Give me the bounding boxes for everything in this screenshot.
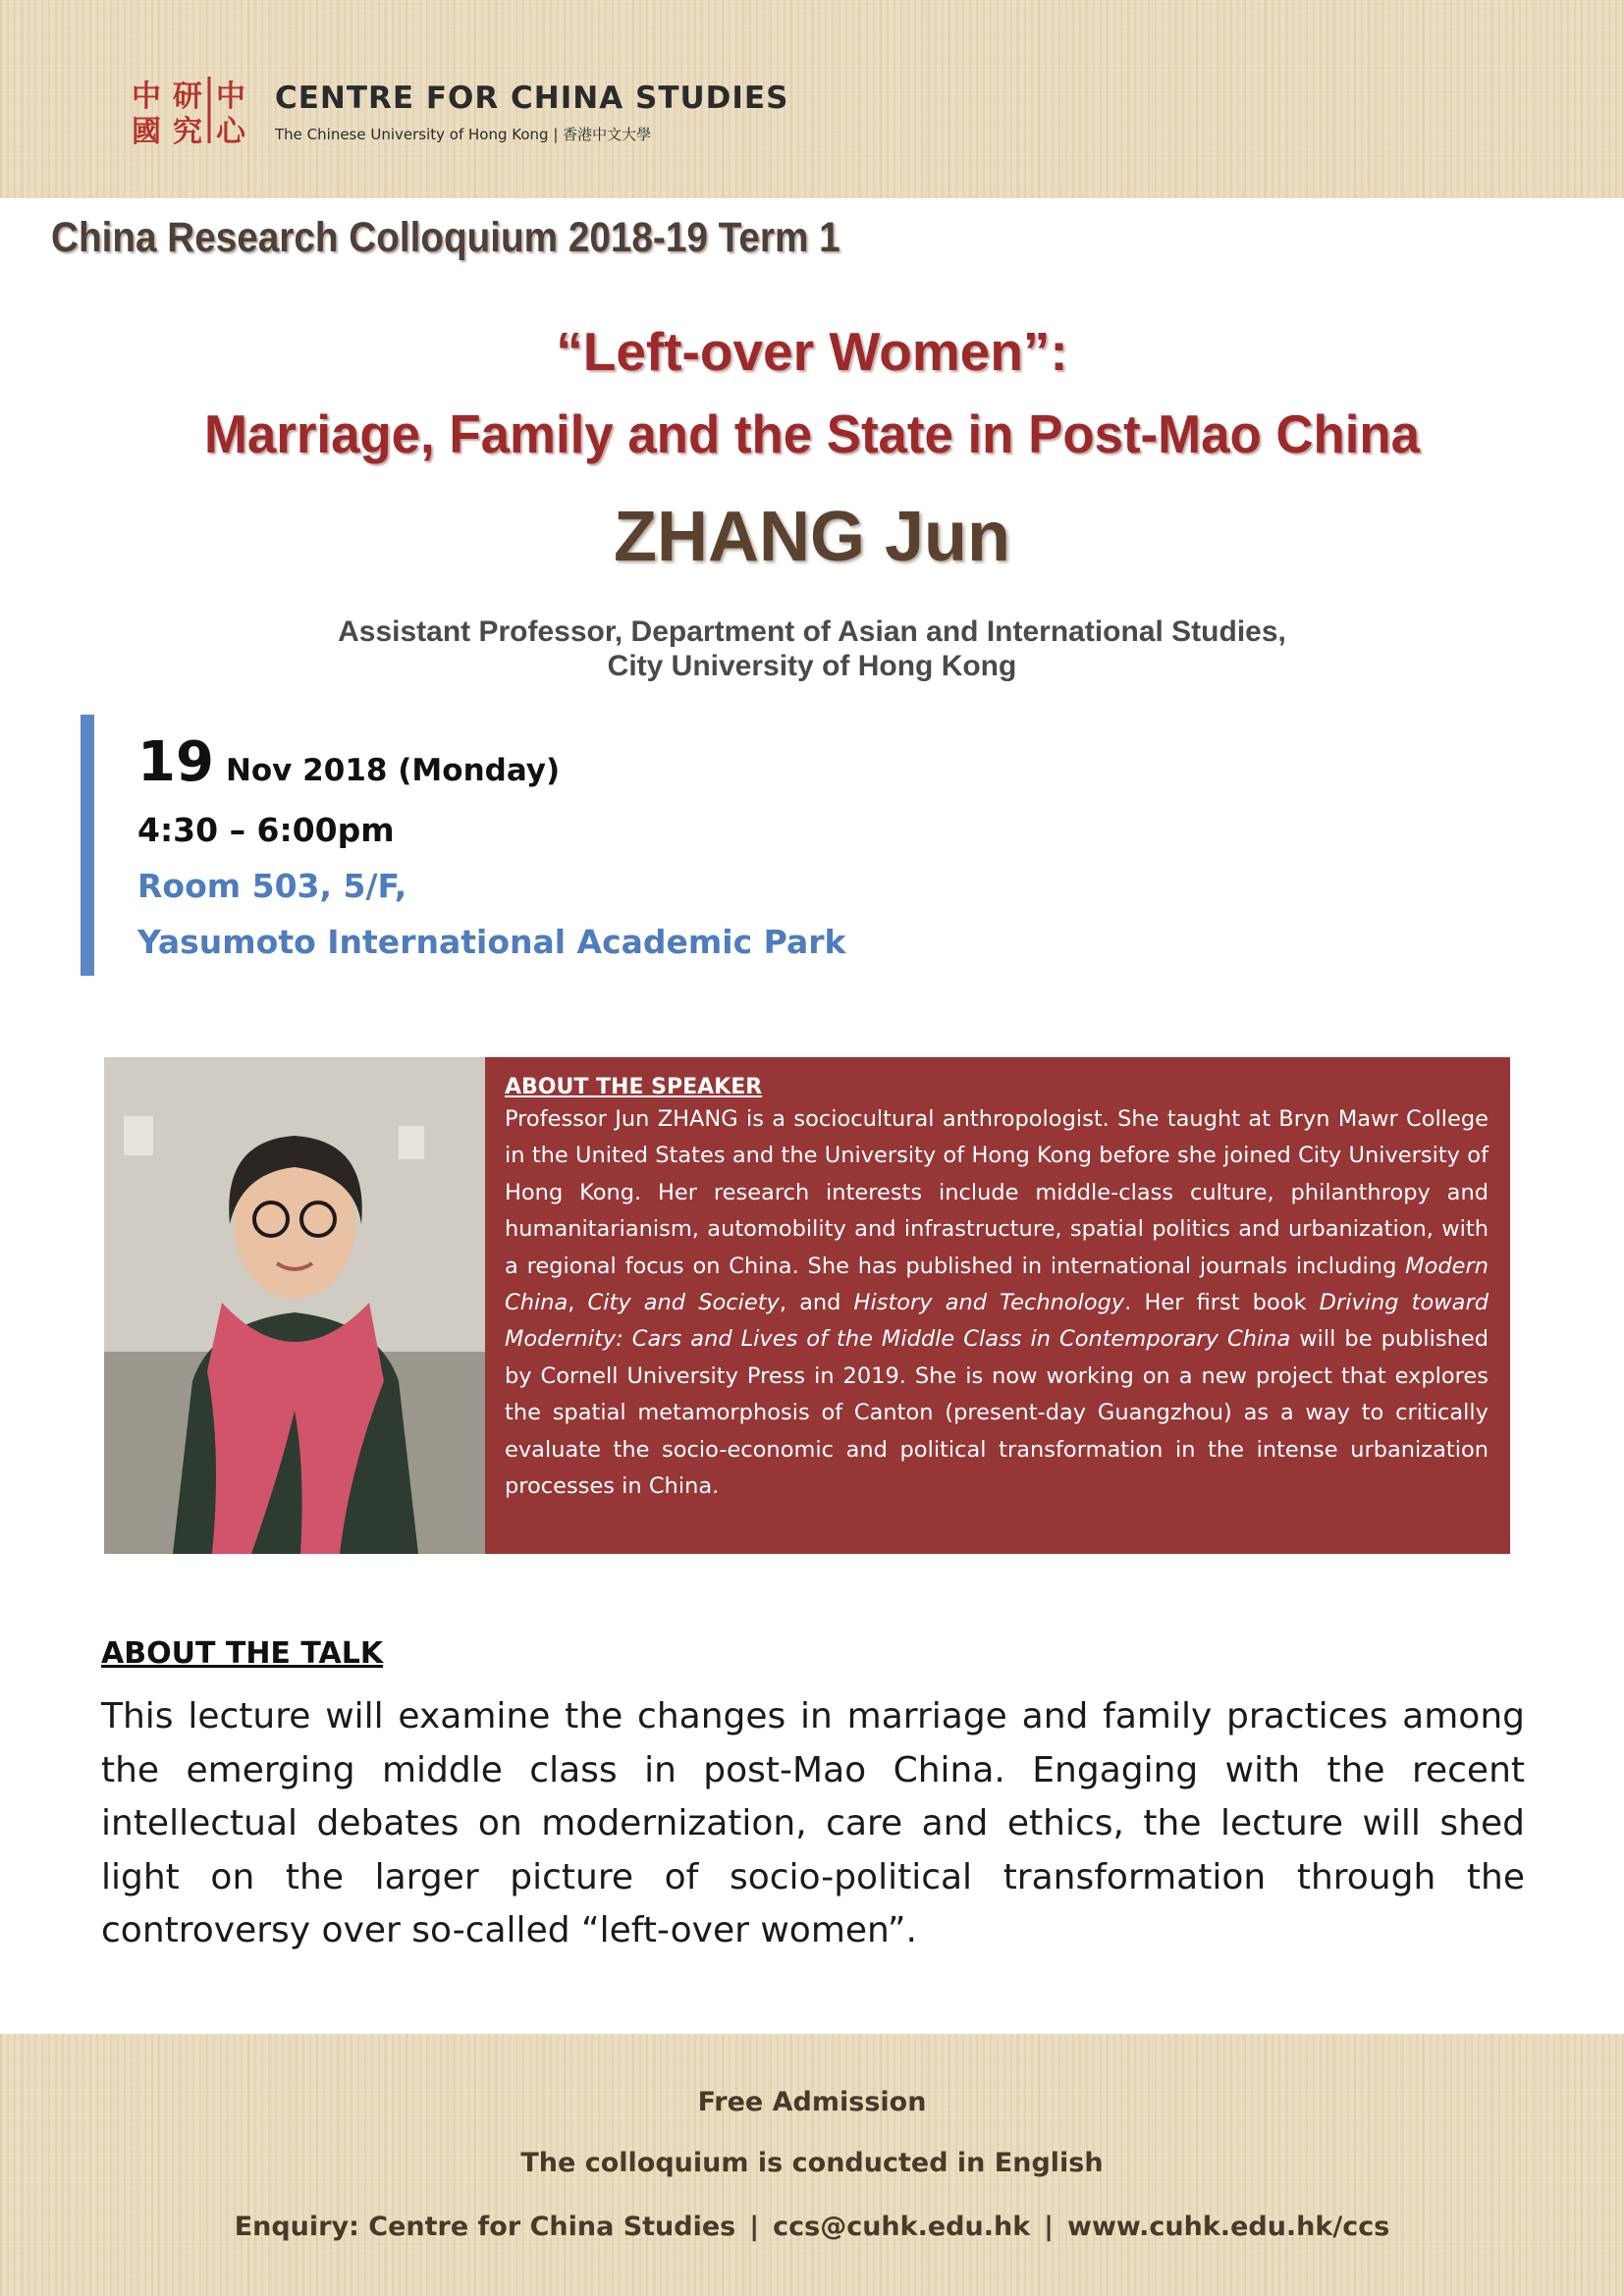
book-title: Driving toward Modernity: Cars and Lives of the Middle Class in Contemporary China [505,1290,1489,1353]
bio-text-part: . Her first book [1124,1290,1320,1316]
about-talk-heading: ABOUT THE TALK [101,1636,384,1671]
logo-char: 研 [173,80,202,114]
enquiry-email[interactable]: ccs@cuhk.edu.hk [773,2212,1031,2242]
speaker-position: Assistant Professor, Department of Asian and International Studies, [338,615,1286,648]
bio-text-part: will be published by Cornell University Press in 2019. She is now working on a new project that explores the spatial metamorphosis of Canton (present-day Guangzhou) as a way to critically evaluate the socio-economic and political transformation in the intense urbanization processes in China. [505,1326,1489,1500]
speaker-institution: City University of Hong Kong [607,650,1017,682]
logo-char: 究 [173,115,202,147]
university-name: The Chinese University of Hong Kong | 香港中文大學 [275,126,652,143]
about-speaker-heading: ABOUT THE SPEAKER [505,1075,763,1099]
centre-name: CENTRE FOR CHINA STUDIES [275,80,789,116]
enquiry-line [0,2212,1624,2242]
talk-title-line1: “Left-over Women”: [556,321,1068,382]
logo-char: 中 [216,80,245,114]
bio-text-part: Professor Jun ZHANG is a sociocultural anthropologist. She taught at Bryn Mawr College in the United States and the University of Hong Kong before she joined City University of Hong Kong. Her research interests include middle-class culture, philanthropy and humanitarianism, automobility and infrastructure, spatial politics and urbanization, with a regional focus on China. She has published in international journals including [505,1106,1489,1279]
speaker-name: ZHANG Jun [614,498,1010,576]
journal-title: Modern China [505,1253,1489,1316]
event-month-year: Nov 2018 (Monday) [225,753,561,788]
talk-title-line2: Marriage, Family and the State in Post-Mao China [203,403,1421,464]
bio-text-part: , and [779,1290,854,1316]
journal-title: City and Society [587,1290,780,1316]
language-note: The colloquium is conducted in English [520,2148,1104,2178]
about-talk-body: This lecture will examine the changes in marriage and family practices among the emerging middle class in post-Mao China. Engaging with the recent intellectual debates on modernization, care and ethics, the lecture will shed light on the larger picture of socio-political transformation through the controversy over so-called “left-over women”. [101,1696,1525,1950]
centre-logo [130,73,253,147]
logo-char: 心 [216,115,245,147]
speaker-bio [505,1101,1489,1505]
info-accent-bar [81,715,94,976]
footer-separator: | [749,2212,760,2242]
logo-char: 國 [132,115,161,147]
free-admission: Free Admission [697,2087,927,2117]
logo-char: 中 [132,80,161,114]
about-speaker-panel [485,1057,1510,1554]
speaker-photo [104,1057,485,1554]
event-venue-building: Yasumoto International Academic Park [137,923,846,961]
journal-title: History and Technology [853,1290,1125,1316]
event-day: 19 [137,730,214,794]
enquiry-website[interactable]: www.cuhk.edu.hk/ccs [1067,2212,1390,2242]
event-venue-room: Room 503, 5/F, [137,867,407,905]
event-time: 4:30 – 6:00pm [137,811,395,849]
footer-separator: | [1044,2212,1055,2242]
event-date [137,730,560,794]
bio-text-part: , [568,1290,588,1316]
enquiry-label: Enquiry: Centre for China Studies [234,2212,736,2242]
series-title: China Research Colloquium 2018-19 Term 1 [51,214,840,261]
